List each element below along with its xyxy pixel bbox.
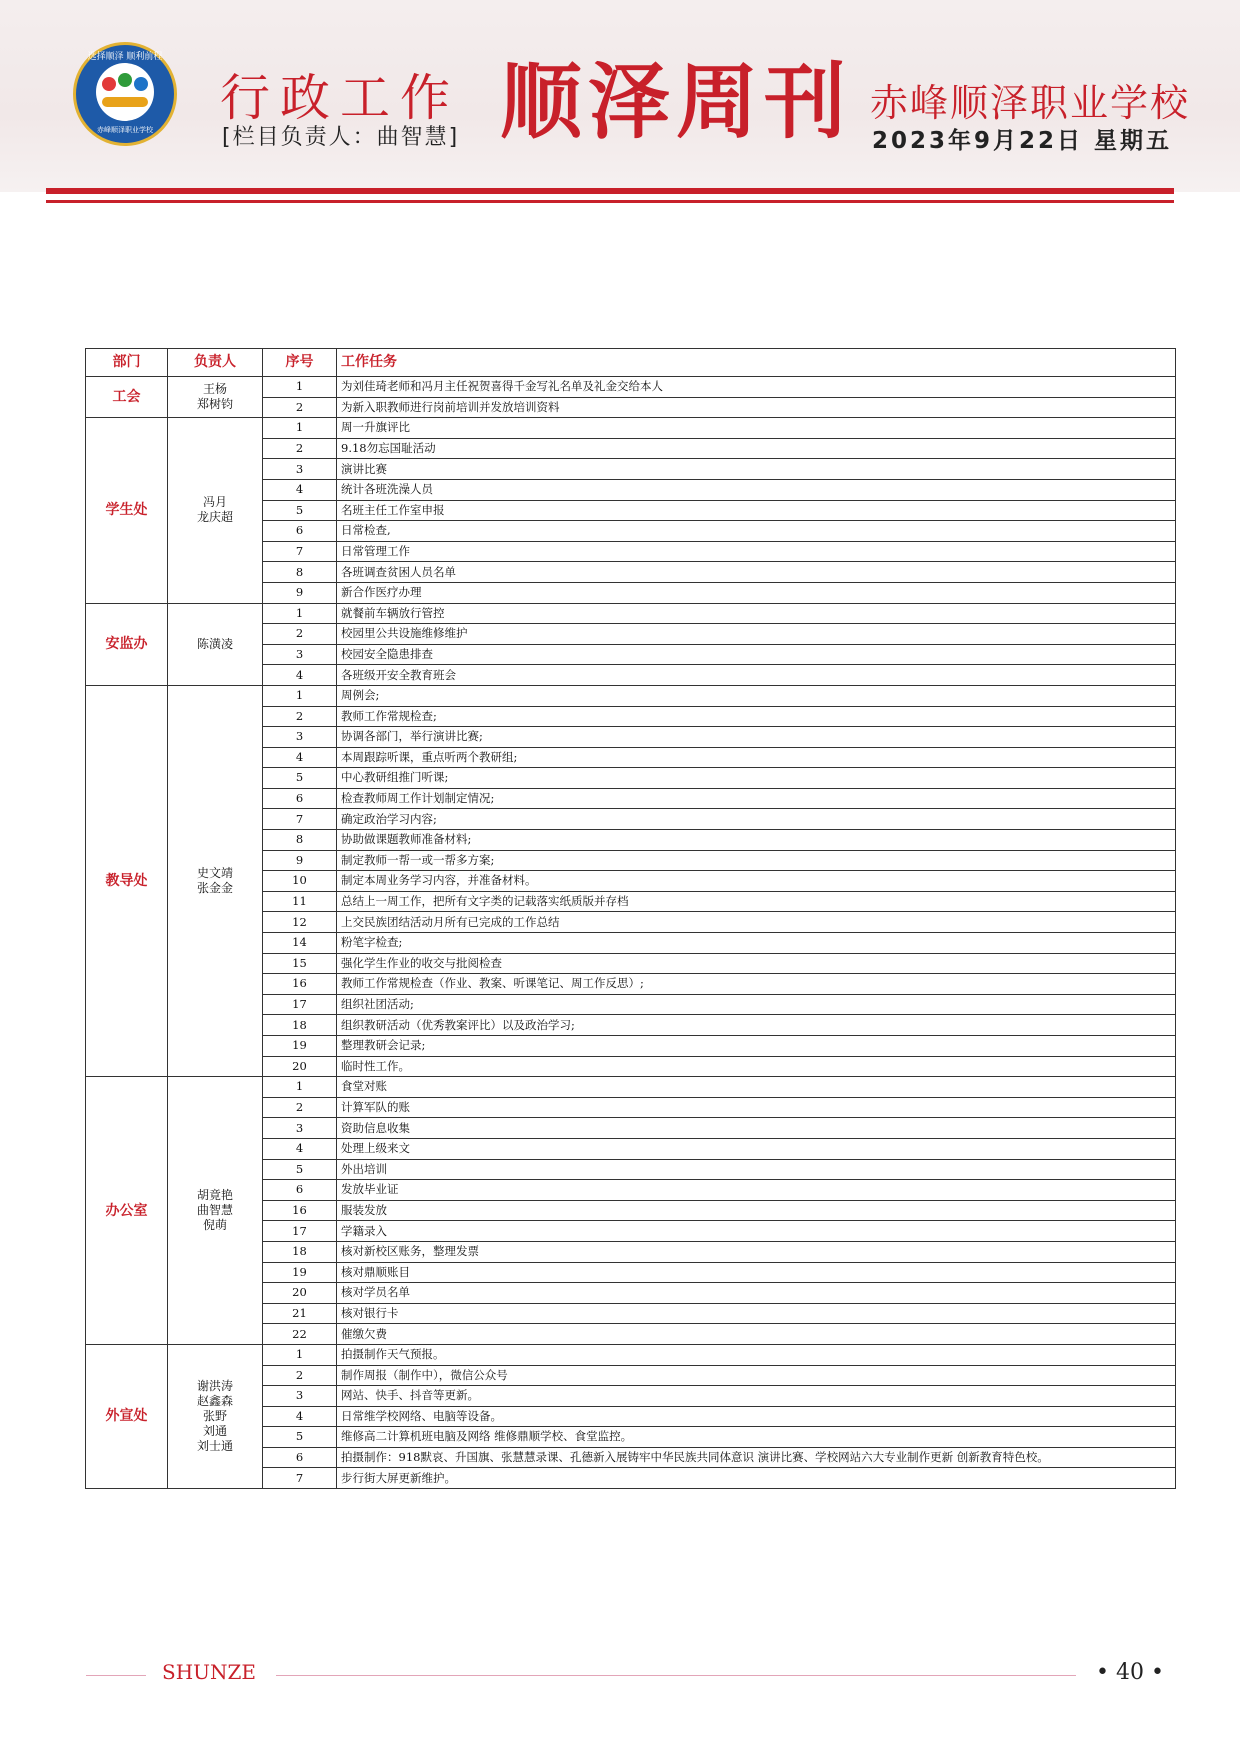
task-description: 教师工作常规检查（作业、教案、听课笔记、周工作反思）; bbox=[337, 974, 1176, 995]
task-description: 为新入职教师进行岗前培训并发放培训资料 bbox=[337, 397, 1176, 418]
task-number: 6 bbox=[263, 788, 337, 809]
owner-name: 赵鑫森 bbox=[196, 1393, 233, 1408]
task-number: 2 bbox=[263, 1365, 337, 1386]
owner-name: 倪萌 bbox=[202, 1218, 227, 1233]
task-description: 学籍录入 bbox=[337, 1221, 1176, 1242]
header-num: 序号 bbox=[263, 349, 337, 377]
task-number: 10 bbox=[263, 871, 337, 892]
owner-name: 陈潢凌 bbox=[196, 636, 233, 651]
footer-line-mid bbox=[276, 1675, 1076, 1676]
task-number: 1 bbox=[263, 1077, 337, 1098]
task-number: 7 bbox=[263, 541, 337, 562]
task-description: 拍摄制作：918默哀、升国旗、张慧慧录课、孔德新入展铸牢中华民族共同体意识 演讲比赛、学校网站六大专业制作更新 创新教育特色校。 bbox=[337, 1447, 1176, 1468]
task-number: 20 bbox=[263, 1283, 337, 1304]
task-description: 整理教研会记录; bbox=[337, 1036, 1176, 1057]
task-description: 教师工作常规检查; bbox=[337, 706, 1176, 727]
task-description: 处理上级来文 bbox=[337, 1138, 1176, 1159]
task-description: 外出培训 bbox=[337, 1159, 1176, 1180]
task-number: 1 bbox=[263, 1344, 337, 1365]
task-description: 9.18勿忘国耻活动 bbox=[337, 438, 1176, 459]
owner-name: 龙庆超 bbox=[196, 510, 233, 525]
owner-name: 王杨 bbox=[202, 382, 227, 397]
task-number: 20 bbox=[263, 1056, 337, 1077]
owner-cell bbox=[168, 377, 263, 418]
task-description: 临时性工作。 bbox=[337, 1056, 1176, 1077]
task-number: 22 bbox=[263, 1324, 337, 1345]
task-description: 总结上一周工作，把所有文字类的记载落实纸质版并存档 bbox=[337, 891, 1176, 912]
owner-name: 郑树钧 bbox=[196, 397, 233, 412]
task-number: 2 bbox=[263, 1097, 337, 1118]
page-number: • 40 • bbox=[1096, 1660, 1164, 1685]
owner-cell bbox=[168, 603, 263, 685]
task-description: 周一升旗评比 bbox=[337, 418, 1176, 439]
task-number: 3 bbox=[263, 727, 337, 748]
task-description: 制定教师一帮一或一帮多方案; bbox=[337, 850, 1176, 871]
task-number: 16 bbox=[263, 974, 337, 995]
owner-name: 刘通 bbox=[202, 1423, 227, 1438]
task-number: 19 bbox=[263, 1262, 337, 1283]
page-header bbox=[0, 0, 1240, 192]
dept-cell: 工会 bbox=[86, 377, 168, 418]
task-description: 日常检查, bbox=[337, 521, 1176, 542]
task-description: 日常管理工作 bbox=[337, 541, 1176, 562]
task-number: 12 bbox=[263, 912, 337, 933]
task-number: 14 bbox=[263, 933, 337, 954]
owner-name: 冯月 bbox=[202, 495, 227, 510]
work-task-table bbox=[85, 348, 1176, 1489]
footer-line-left bbox=[86, 1675, 146, 1676]
owner-cell bbox=[168, 685, 263, 1076]
task-number: 21 bbox=[263, 1303, 337, 1324]
task-description: 资助信息收集 bbox=[337, 1118, 1176, 1139]
task-description: 计算军队的账 bbox=[337, 1097, 1176, 1118]
task-number: 17 bbox=[263, 1221, 337, 1242]
task-description: 统计各班洗澡人员 bbox=[337, 479, 1176, 500]
task-description: 协调各部门，举行演讲比赛; bbox=[337, 727, 1176, 748]
task-description: 核对鼎顺账目 bbox=[337, 1262, 1176, 1283]
task-description: 校园里公共设施维修维护 bbox=[337, 624, 1176, 645]
task-number: 3 bbox=[263, 1118, 337, 1139]
task-number: 2 bbox=[263, 397, 337, 418]
task-number: 4 bbox=[263, 747, 337, 768]
task-number: 5 bbox=[263, 768, 337, 789]
task-number: 4 bbox=[263, 665, 337, 686]
task-description: 维修高二计算机班电脑及网络 维修鼎顺学校、食堂监控。 bbox=[337, 1427, 1176, 1448]
task-description: 确定政治学习内容; bbox=[337, 809, 1176, 830]
task-number: 3 bbox=[263, 644, 337, 665]
task-number: 18 bbox=[263, 1241, 337, 1262]
task-number: 15 bbox=[263, 953, 337, 974]
task-number: 4 bbox=[263, 1138, 337, 1159]
owner-name: 刘士通 bbox=[196, 1438, 233, 1453]
task-description: 粉笔字检查; bbox=[337, 933, 1176, 954]
task-number: 5 bbox=[263, 1427, 337, 1448]
task-number: 11 bbox=[263, 891, 337, 912]
dept-cell: 安监办 bbox=[86, 603, 168, 685]
logo-ring-text: 选择顺泽 顺利前程 bbox=[87, 52, 163, 62]
task-number: 1 bbox=[263, 418, 337, 439]
task-number: 1 bbox=[263, 377, 337, 398]
task-number: 1 bbox=[263, 685, 337, 706]
task-description: 制定本周业务学习内容，并准备材料。 bbox=[337, 871, 1176, 892]
footer-brand: SHUNZE bbox=[162, 1660, 256, 1684]
task-number: 2 bbox=[263, 706, 337, 727]
task-description: 新合作医疗办理 bbox=[337, 582, 1176, 603]
task-description: 拍摄制作天气预报。 bbox=[337, 1344, 1176, 1365]
task-description: 制作周报（制作中），微信公众号 bbox=[337, 1365, 1176, 1386]
table-row bbox=[86, 685, 1176, 706]
logo-emblem bbox=[96, 63, 154, 121]
task-number: 6 bbox=[263, 521, 337, 542]
task-description: 各班级开安全教育班会 bbox=[337, 665, 1176, 686]
owner-name: 谢洪涛 bbox=[196, 1378, 233, 1393]
owner-name: 张金金 bbox=[196, 881, 233, 896]
task-description: 强化学生作业的收交与批阅检查 bbox=[337, 953, 1176, 974]
task-description: 各班调查贫困人员名单 bbox=[337, 562, 1176, 583]
table-body bbox=[86, 377, 1176, 1489]
table-header-row bbox=[86, 349, 1176, 377]
task-description: 周例会; bbox=[337, 685, 1176, 706]
task-number: 7 bbox=[263, 1468, 337, 1489]
magazine-title: 顺泽周刊 bbox=[500, 55, 853, 150]
task-description: 网站、快手、抖音等更新。 bbox=[337, 1386, 1176, 1407]
task-description: 检查教师周工作计划制定情况; bbox=[337, 788, 1176, 809]
task-description: 名班主任工作室申报 bbox=[337, 500, 1176, 521]
task-number: 7 bbox=[263, 809, 337, 830]
owner-cell bbox=[168, 1344, 263, 1488]
table-row bbox=[86, 603, 1176, 624]
task-number: 16 bbox=[263, 1200, 337, 1221]
task-description: 中心教研组推门听课; bbox=[337, 768, 1176, 789]
dept-cell: 教导处 bbox=[86, 685, 168, 1076]
owner-name: 曲智慧 bbox=[196, 1203, 233, 1218]
header-task: 工作任务 bbox=[337, 349, 1176, 377]
owner-name: 胡竟艳 bbox=[196, 1188, 233, 1203]
column-title: 行政工作 bbox=[220, 69, 460, 127]
owner-cell bbox=[168, 1077, 263, 1345]
header-rule-thin bbox=[46, 200, 1174, 203]
school-logo bbox=[73, 42, 177, 146]
owner-name: 史文靖 bbox=[196, 866, 233, 881]
task-description: 催缴欠费 bbox=[337, 1324, 1176, 1345]
task-number: 1 bbox=[263, 603, 337, 624]
task-description: 本周跟踪听课，重点听两个教研组; bbox=[337, 747, 1176, 768]
task-description: 协助做课题教师准备材料; bbox=[337, 830, 1176, 851]
task-number: 4 bbox=[263, 1406, 337, 1427]
task-number: 6 bbox=[263, 1180, 337, 1201]
task-description: 核对新校区账务，整理发票 bbox=[337, 1241, 1176, 1262]
school-name: 赤峰顺泽职业学校 bbox=[870, 81, 1191, 125]
task-description: 服装发放 bbox=[337, 1200, 1176, 1221]
task-number: 9 bbox=[263, 850, 337, 871]
task-description: 步行街大屏更新维护。 bbox=[337, 1468, 1176, 1489]
header-rule-thick bbox=[46, 188, 1174, 194]
table-row bbox=[86, 418, 1176, 439]
dept-cell: 学生处 bbox=[86, 418, 168, 603]
task-number: 8 bbox=[263, 562, 337, 583]
task-number: 3 bbox=[263, 459, 337, 480]
task-number: 2 bbox=[263, 438, 337, 459]
dept-cell: 外宣处 bbox=[86, 1344, 168, 1488]
task-description: 为刘佳琦老师和冯月主任祝贺喜得千金写礼名单及礼金交给本人 bbox=[337, 377, 1176, 398]
table-row bbox=[86, 1077, 1176, 1098]
task-description: 组织社团活动; bbox=[337, 994, 1176, 1015]
column-owner: [栏目负责人：曲智慧] bbox=[222, 125, 460, 150]
owner-name: 张野 bbox=[202, 1408, 227, 1423]
task-number: 5 bbox=[263, 500, 337, 521]
task-description: 就餐前车辆放行管控 bbox=[337, 603, 1176, 624]
dept-cell: 办公室 bbox=[86, 1077, 168, 1345]
issue-date: 2023年9月22日 星期五 bbox=[872, 128, 1173, 154]
owner-cell bbox=[168, 418, 263, 603]
task-number: 19 bbox=[263, 1036, 337, 1057]
work-task-table-wrap bbox=[85, 348, 1175, 1489]
task-description: 核对学员名单 bbox=[337, 1283, 1176, 1304]
task-description: 核对银行卡 bbox=[337, 1303, 1176, 1324]
task-description: 食堂对账 bbox=[337, 1077, 1176, 1098]
task-description: 发放毕业证 bbox=[337, 1180, 1176, 1201]
task-number: 5 bbox=[263, 1159, 337, 1180]
task-description: 组织教研活动（优秀教案评比）以及政治学习; bbox=[337, 1015, 1176, 1036]
task-number: 6 bbox=[263, 1447, 337, 1468]
task-number: 2 bbox=[263, 624, 337, 645]
header-owner: 负责人 bbox=[168, 349, 263, 377]
task-number: 17 bbox=[263, 994, 337, 1015]
task-description: 日常维学校网络、电脑等设备。 bbox=[337, 1406, 1176, 1427]
task-number: 8 bbox=[263, 830, 337, 851]
table-row bbox=[86, 377, 1176, 398]
task-number: 3 bbox=[263, 1386, 337, 1407]
logo-bottom-text: 赤峰顺泽职业学校 bbox=[97, 126, 153, 134]
task-description: 上交民族团结活动月所有已完成的工作总结 bbox=[337, 912, 1176, 933]
task-description: 演讲比赛 bbox=[337, 459, 1176, 480]
task-description: 校园安全隐患排查 bbox=[337, 644, 1176, 665]
task-number: 18 bbox=[263, 1015, 337, 1036]
task-number: 4 bbox=[263, 479, 337, 500]
task-number: 9 bbox=[263, 582, 337, 603]
header-dept: 部门 bbox=[86, 349, 168, 377]
table-row bbox=[86, 1344, 1176, 1365]
